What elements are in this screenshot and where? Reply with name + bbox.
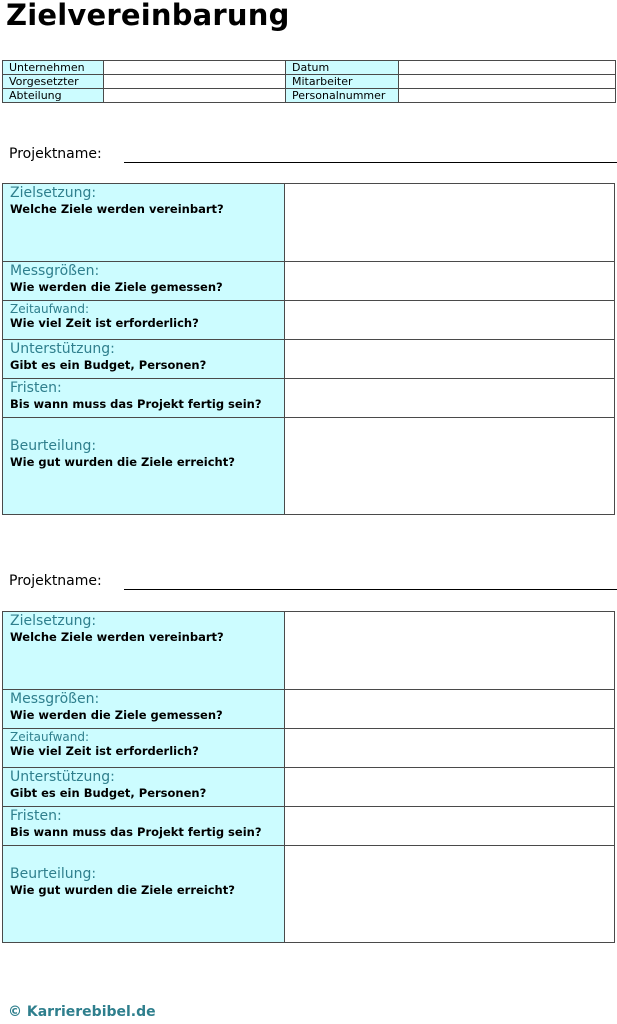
question-title: Unterstützung: — [10, 769, 115, 785]
goal-row — [3, 846, 615, 943]
info-value-field[interactable] — [104, 89, 286, 103]
info-value-field[interactable] — [399, 89, 616, 103]
goal-question — [3, 379, 285, 418]
info-label: Datum — [286, 61, 399, 75]
question-subtitle: Wie viel Zeit ist erforderlich? — [10, 316, 199, 330]
question-subtitle: Bis wann muss das Projekt fertig sein? — [10, 397, 262, 411]
goal-row — [3, 379, 615, 418]
goal-answer-field[interactable] — [285, 768, 615, 807]
info-label: Vorgesetzter — [3, 75, 104, 89]
question-subtitle: Gibt es ein Budget, Personen? — [10, 786, 207, 800]
goal-question — [3, 184, 285, 262]
question-title: Fristen: — [10, 380, 62, 396]
question-title: Zielsetzung: — [10, 613, 97, 629]
question-subtitle: Gibt es ein Budget, Personen? — [10, 358, 207, 372]
goal-question — [3, 612, 285, 690]
goal-answer-field[interactable] — [285, 690, 615, 729]
goal-answer-field[interactable] — [285, 807, 615, 846]
document-title: Zielvereinbarung — [6, 0, 290, 32]
info-value-field[interactable] — [104, 61, 286, 75]
question-title: Beurteilung: — [10, 438, 97, 454]
goal-row — [3, 340, 615, 379]
question-title: Messgrößen: — [10, 691, 100, 707]
goal-row — [3, 729, 615, 768]
goal-row — [3, 612, 615, 690]
goal-row — [3, 184, 615, 262]
info-table — [2, 60, 616, 103]
question-title: Zeitaufwand: — [10, 730, 90, 744]
question-subtitle: Wie gut wurden die Ziele erreicht? — [10, 455, 235, 469]
info-value-field[interactable] — [399, 75, 616, 89]
project-name-row — [9, 573, 102, 589]
goal-answer-field[interactable] — [285, 340, 615, 379]
goal-question — [3, 262, 285, 301]
project-name-row — [9, 146, 102, 162]
question-subtitle: Welche Ziele werden vereinbart? — [10, 630, 224, 644]
info-label: Mitarbeiter — [286, 75, 399, 89]
goal-question — [3, 846, 285, 943]
goal-question — [3, 301, 285, 340]
goal-row — [3, 262, 615, 301]
question-title: Beurteilung: — [10, 866, 97, 882]
project-name-label: Projektname: — [9, 146, 102, 162]
goal-answer-field[interactable] — [285, 418, 615, 515]
info-value-field[interactable] — [399, 61, 616, 75]
goal-question — [3, 340, 285, 379]
goal-row — [3, 690, 615, 729]
project-name-line[interactable] — [124, 146, 617, 163]
goal-answer-field[interactable] — [285, 262, 615, 301]
goal-answer-field[interactable] — [285, 379, 615, 418]
question-title: Unterstützung: — [10, 341, 115, 357]
project-name-label: Projektname: — [9, 573, 102, 589]
footer-copyright: © Karrierebibel.de — [8, 1004, 156, 1020]
question-subtitle: Welche Ziele werden vereinbart? — [10, 202, 224, 216]
goal-question — [3, 690, 285, 729]
goal-answer-field[interactable] — [285, 729, 615, 768]
project-name-line[interactable] — [124, 573, 617, 590]
goal-question — [3, 807, 285, 846]
question-title: Messgrößen: — [10, 263, 100, 279]
question-title: Zeitaufwand: — [10, 302, 90, 316]
info-value-field[interactable] — [104, 75, 286, 89]
goal-row — [3, 807, 615, 846]
goal-question — [3, 768, 285, 807]
question-subtitle: Wie viel Zeit ist erforderlich? — [10, 744, 199, 758]
info-label: Abteilung — [3, 89, 104, 103]
info-row — [3, 61, 616, 75]
goal-answer-field[interactable] — [285, 184, 615, 262]
question-subtitle: Wie werden die Ziele gemessen? — [10, 280, 223, 294]
goal-question — [3, 729, 285, 768]
goals-table — [2, 183, 615, 515]
goal-row — [3, 301, 615, 340]
question-subtitle: Bis wann muss das Projekt fertig sein? — [10, 825, 262, 839]
goal-row — [3, 768, 615, 807]
info-row — [3, 89, 616, 103]
goal-answer-field[interactable] — [285, 301, 615, 340]
info-label: Personalnummer — [286, 89, 399, 103]
goal-answer-field[interactable] — [285, 846, 615, 943]
info-row — [3, 75, 616, 89]
question-title: Fristen: — [10, 808, 62, 824]
goal-question — [3, 418, 285, 515]
question-subtitle: Wie gut wurden die Ziele erreicht? — [10, 883, 235, 897]
goal-row — [3, 418, 615, 515]
goal-answer-field[interactable] — [285, 612, 615, 690]
goals-table — [2, 611, 615, 943]
question-title: Zielsetzung: — [10, 185, 97, 201]
info-label: Unternehmen — [3, 61, 104, 75]
question-subtitle: Wie werden die Ziele gemessen? — [10, 708, 223, 722]
